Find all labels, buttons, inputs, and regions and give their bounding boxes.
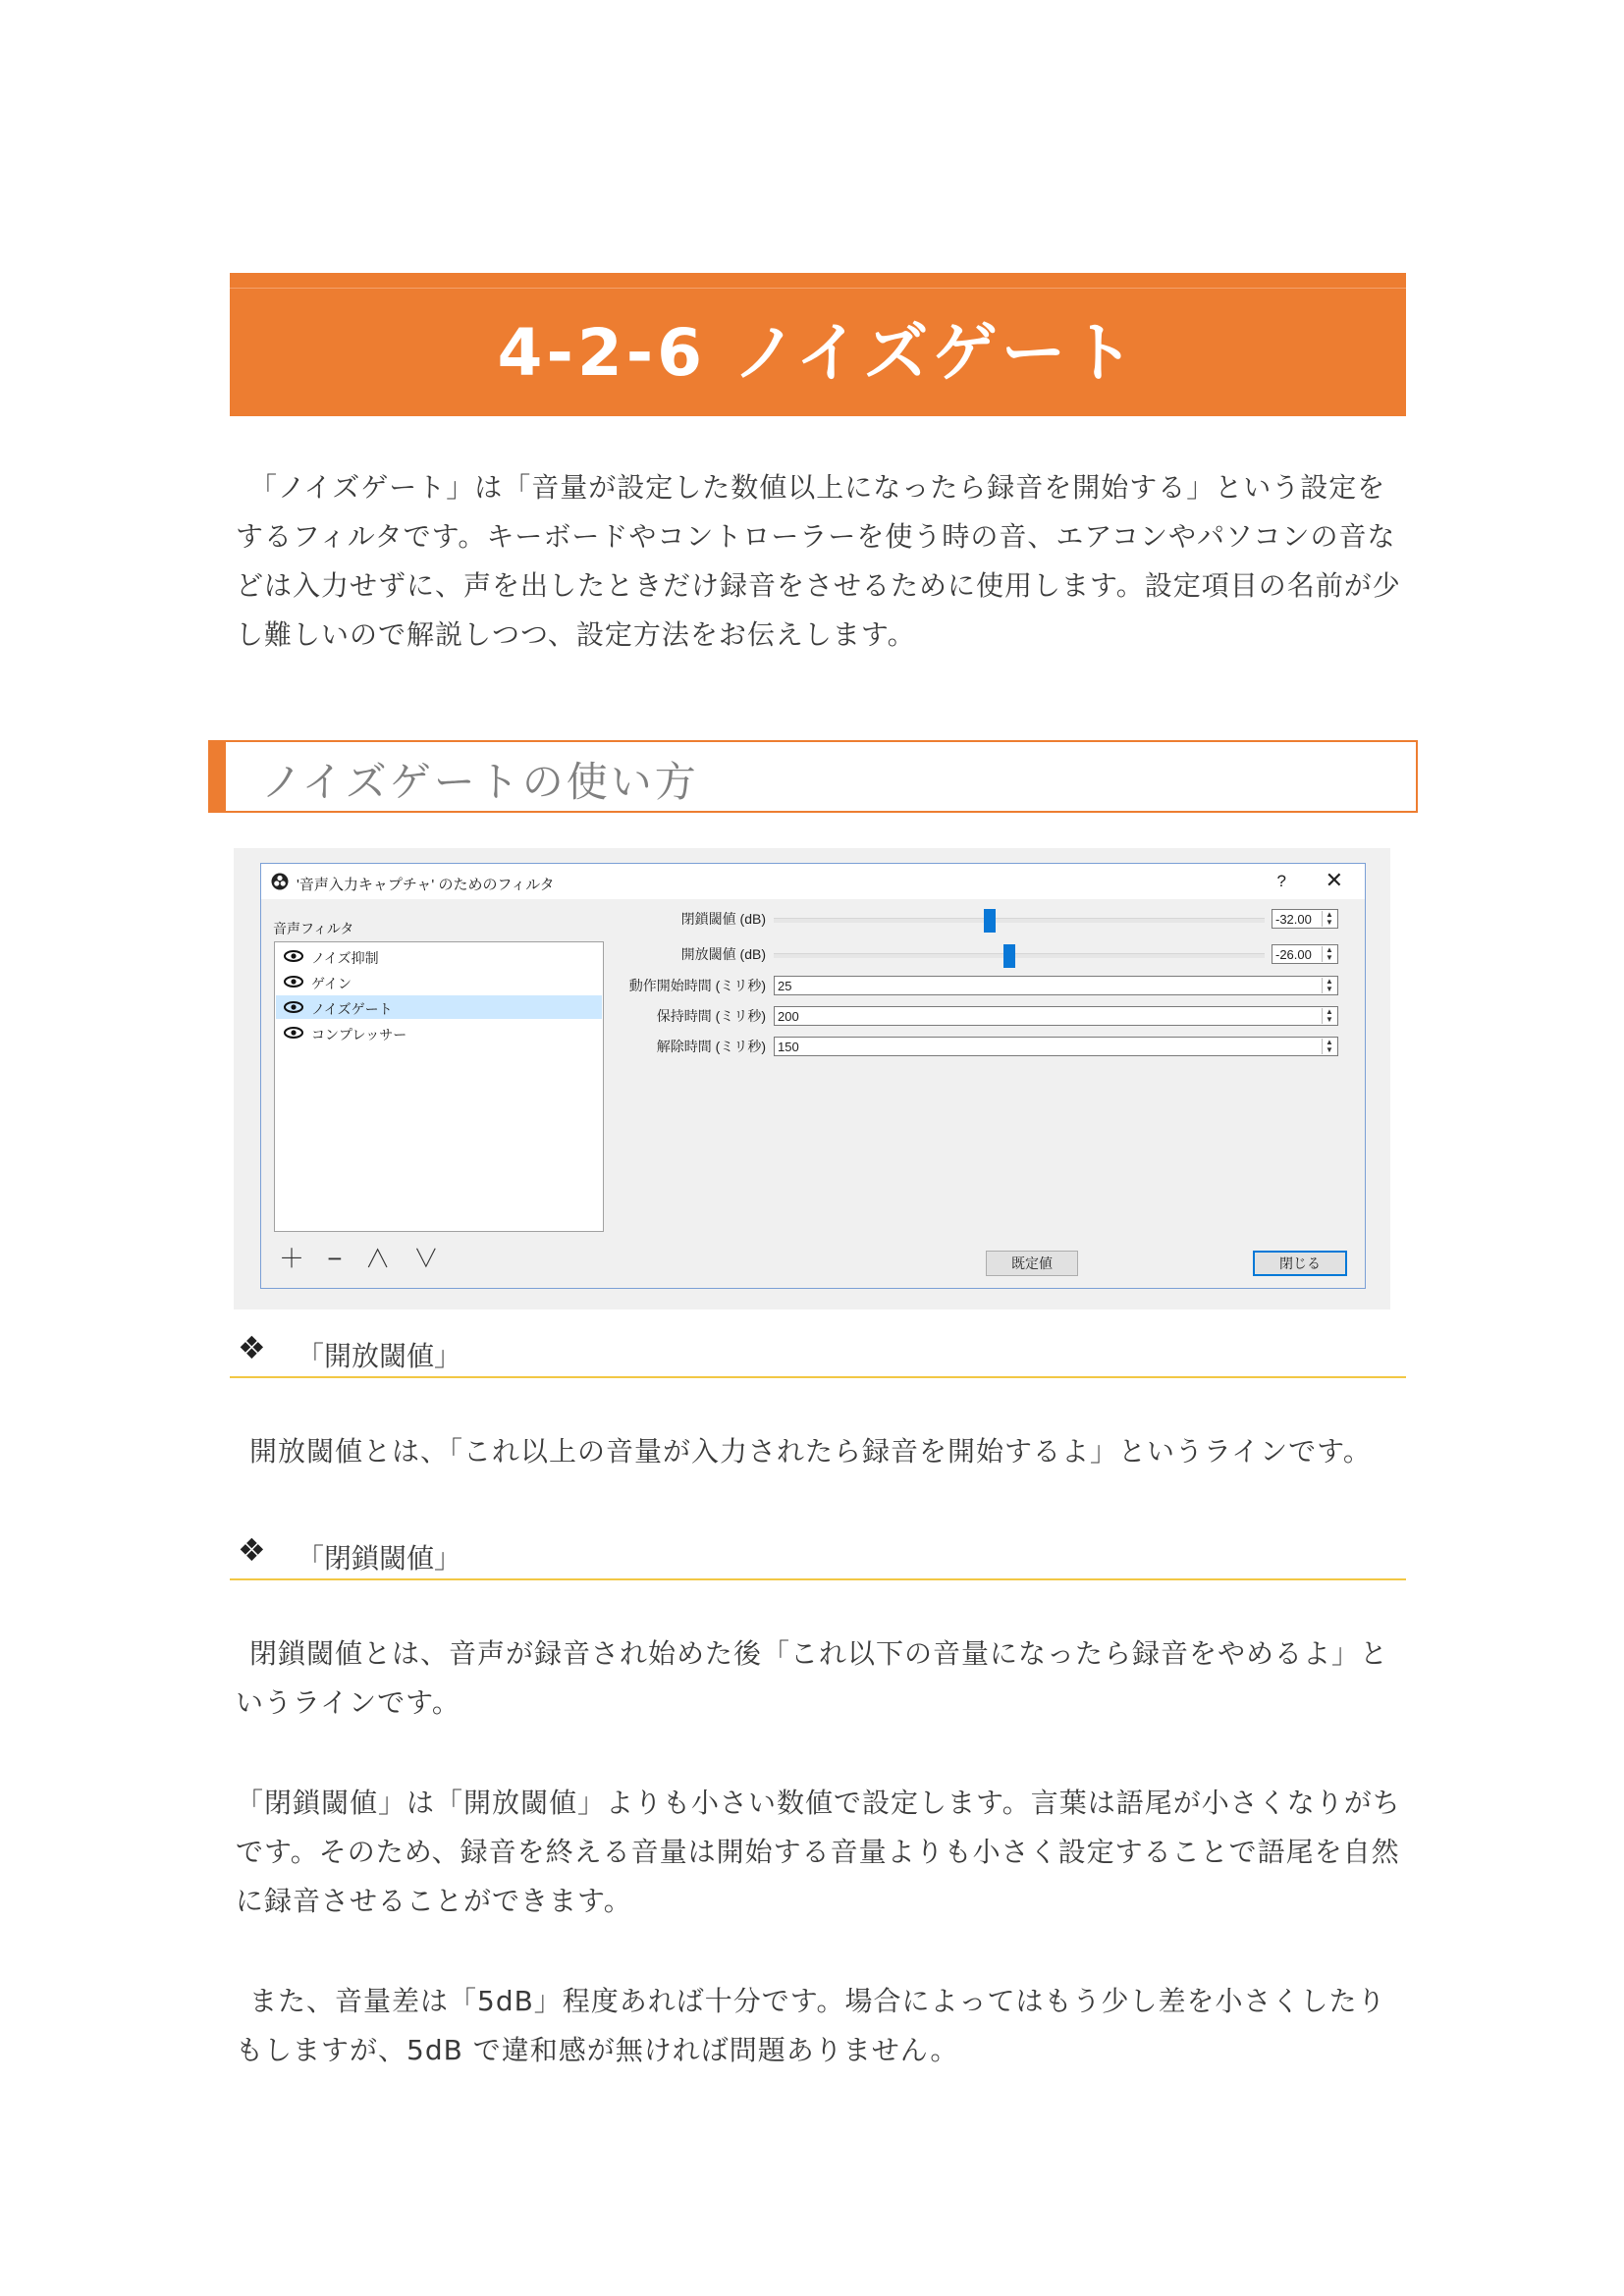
subheading-open-threshold xyxy=(230,1329,1406,1378)
obs-filter-screenshot xyxy=(234,848,1390,1309)
paragraph-line: 開放閾値とは、「これ以上の音量が入力されたら録音を開始するよ」というラインです。 xyxy=(249,1435,1372,1468)
subheading-close-threshold xyxy=(230,1531,1406,1580)
obs-logo-icon xyxy=(271,873,289,890)
dialog-titlebar xyxy=(261,864,1365,899)
spin-arrows-icon[interactable]: ▲ ▼ xyxy=(1322,1008,1336,1024)
audio-filters-label: 音声フィルタ xyxy=(273,921,354,936)
paragraph-line: です。そのため、録音を終える音量は開始する音量よりも小さく設定することで語尾を自然 xyxy=(236,1836,1400,1868)
chapter-title-banner xyxy=(230,273,1406,416)
filter-label: ゲイン xyxy=(311,976,352,991)
intro-line: するフィルタです。キーボードやコントローラーを使う時の音、エアコンやパソコンの音な xyxy=(236,520,1396,553)
filter-label: ノイズ抑制 xyxy=(311,950,379,966)
eye-icon[interactable] xyxy=(284,1027,303,1039)
section-heading-accent xyxy=(210,742,226,811)
intro-line: 「ノイズゲート」は「音量が設定した数値以上になったら録音を開始する」という設定を xyxy=(249,471,1386,504)
field-value: 25 xyxy=(778,979,792,993)
intro-paragraph xyxy=(236,463,1410,660)
close-threshold-paragraph xyxy=(236,1629,1410,1728)
spin-value: -32.00 xyxy=(1275,912,1312,927)
spin-arrows-icon[interactable]: ▲ ▼ xyxy=(1322,911,1336,927)
close-button[interactable]: 閉じる xyxy=(1253,1251,1347,1276)
title-banner-rule xyxy=(230,288,1406,289)
filter-item[interactable] xyxy=(276,1021,602,1044)
diamond-bullet-icon: ❖ xyxy=(238,1531,266,1569)
paragraph-line: 「閉鎖閾値」は「開放閾値」よりも小さい数値で設定します。言葉は語尾が小さくなりがち xyxy=(236,1787,1401,1819)
spin-arrows-icon[interactable]: ▲ ▼ xyxy=(1322,978,1336,993)
slider-handle[interactable] xyxy=(984,909,996,933)
field-value: 200 xyxy=(778,1009,799,1024)
diamond-bullet-icon: ❖ xyxy=(238,1329,266,1366)
open-threshold-slider[interactable] xyxy=(774,953,1265,958)
eye-icon[interactable] xyxy=(284,1001,303,1013)
open-threshold-spinbox[interactable] xyxy=(1272,944,1338,964)
defaults-button[interactable]: 既定値 xyxy=(986,1251,1078,1276)
filter-item[interactable] xyxy=(276,970,602,993)
section-heading: ノイズゲートの使い方 xyxy=(261,758,699,806)
slider-handle[interactable] xyxy=(1003,944,1015,968)
spin-arrows-icon[interactable]: ▲ ▼ xyxy=(1322,946,1336,962)
paragraph-line: また、音量差は「5dB」程度あれば十分です。場合によってはもう少し差を小さくしたり xyxy=(249,1985,1386,2017)
close-icon[interactable]: ✕ xyxy=(1325,868,1343,892)
param-label: 動作開始時間 (ミリ秒) xyxy=(628,978,766,993)
attack-time-field[interactable] xyxy=(774,976,1338,995)
spin-value: -26.00 xyxy=(1275,947,1312,962)
param-label: 保持時間 (ミリ秒) xyxy=(656,1008,766,1024)
filter-list[interactable] xyxy=(274,941,604,1232)
filter-item[interactable] xyxy=(276,944,602,968)
param-label: 解除時間 (ミリ秒) xyxy=(656,1039,766,1054)
hold-time-field[interactable] xyxy=(774,1006,1338,1026)
chapter-title: 4-2-6 ノイズゲート xyxy=(497,315,1139,391)
filter-label: コンプレッサー xyxy=(311,1027,407,1042)
open-threshold-paragraph xyxy=(236,1427,1410,1476)
filter-dialog xyxy=(260,863,1366,1289)
threshold-relation-paragraph xyxy=(236,1779,1410,1926)
param-label: 閉鎖閾値 (dB) xyxy=(680,911,766,927)
volume-difference-paragraph xyxy=(236,1977,1410,2075)
paragraph-line: 閉鎖閾値とは、音声が録音され始めた後「これ以下の音量になったら録音をやめるよ」と xyxy=(249,1637,1389,1670)
filter-item-selected[interactable] xyxy=(276,995,602,1019)
paragraph-line: いうラインです。 xyxy=(236,1686,460,1719)
filter-label: ノイズゲート xyxy=(311,1001,393,1017)
help-button[interactable]: ? xyxy=(1276,872,1286,890)
close-threshold-slider[interactable] xyxy=(774,918,1265,923)
paragraph-line: もしますが、5dB で違和感が無ければ問題ありません。 xyxy=(236,2034,959,2066)
intro-line: し難しいので解説しつつ、設定方法をお伝えします。 xyxy=(236,618,916,651)
release-time-field[interactable] xyxy=(774,1037,1338,1056)
eye-icon[interactable] xyxy=(284,950,303,962)
spin-arrows-icon[interactable]: ▲ ▼ xyxy=(1322,1039,1336,1054)
field-value: 150 xyxy=(778,1040,799,1054)
param-label: 開放閾値 (dB) xyxy=(680,946,766,962)
section-heading-box xyxy=(208,740,1418,813)
subheading-text: 「開放閾値」 xyxy=(297,1340,462,1372)
dialog-title: '音声入力キャプチャ' のためのフィルタ xyxy=(297,877,555,893)
paragraph-line: に録音させることができます。 xyxy=(236,1885,632,1917)
intro-line: どは入力せずに、声を出したときだけ録音をさせるために使用します。設定項目の名前が少 xyxy=(236,569,1401,602)
eye-icon[interactable] xyxy=(284,976,303,988)
close-threshold-spinbox[interactable] xyxy=(1272,909,1338,929)
filter-list-toolbar[interactable]: ＋ − ∧ ∨ xyxy=(279,1244,447,1273)
subheading-text: 「閉鎖閾値」 xyxy=(297,1542,462,1575)
